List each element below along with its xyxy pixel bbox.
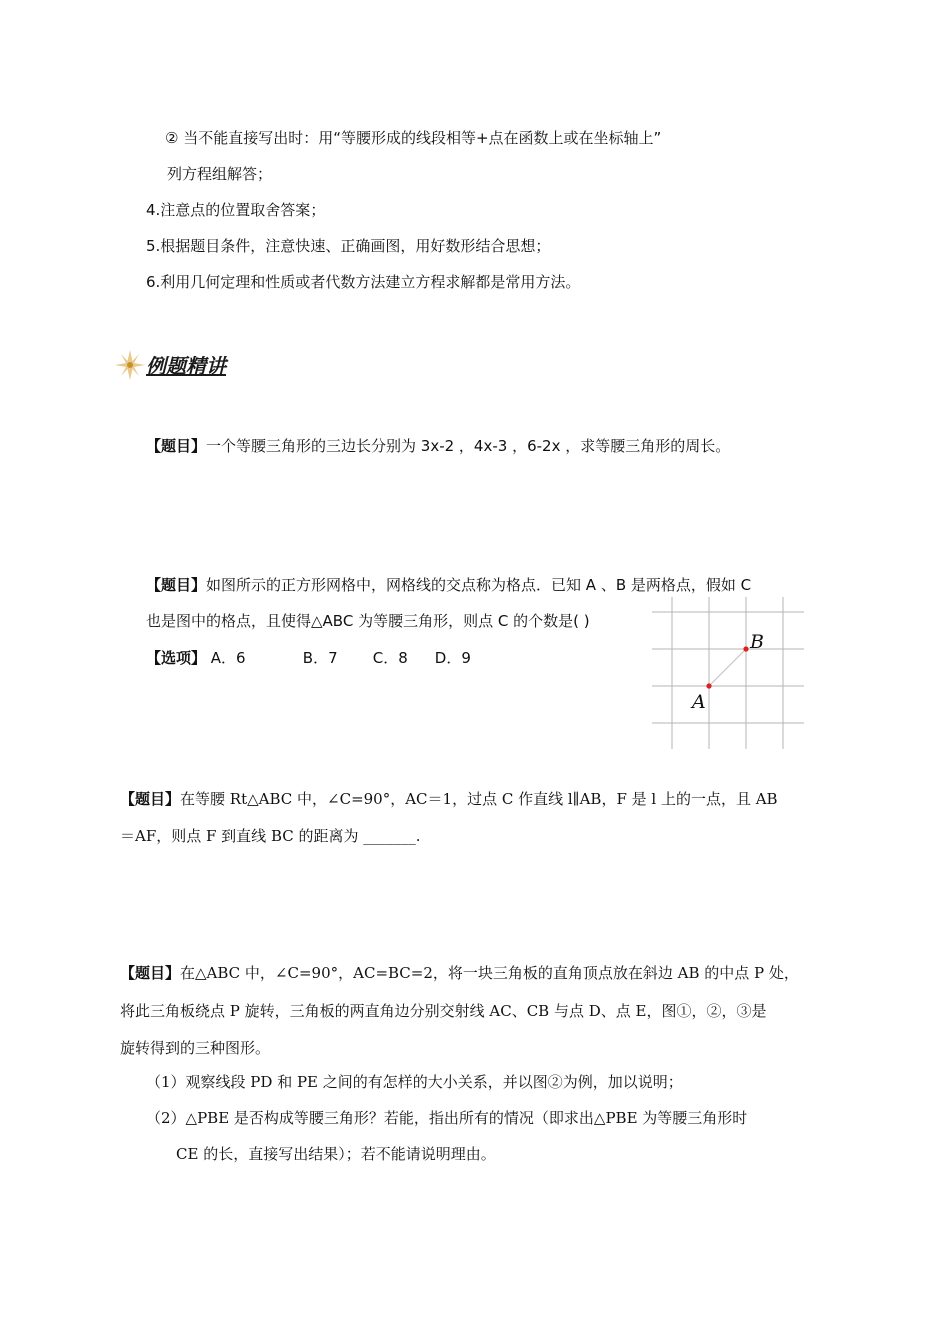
problem-1 <box>146 436 730 456</box>
problem-3-line-1 <box>120 789 778 809</box>
problem-2-options <box>146 648 471 668</box>
option-b: B．7 <box>302 649 338 667</box>
problem-4-question-2-line-1: （2）△PBE 是否构成等腰三角形？若能，指出所有的情况（即求出△PBE 为等腰三角形时 <box>146 1109 748 1127</box>
problem-2-line-2: 也是图中的格点，且使得△ABC 为等腰三角形，则点 C 的个数是( ) <box>146 612 590 630</box>
option-c: C．8 <box>372 649 408 667</box>
problem-tag: 【题目】 <box>146 437 207 455</box>
point-b <box>743 646 748 651</box>
problem-tag: 【题目】 <box>120 964 181 982</box>
problem-4-question-1: （1）观察线段 PD 和 PE 之间的有怎样的大小关系，并以图②为例，加以说明； <box>146 1073 683 1091</box>
problem-4-line-1 <box>120 963 799 983</box>
point-a-label: A <box>692 691 706 713</box>
tip-item-4: 4.注意点的位置取舍答案； <box>146 201 326 219</box>
options-tag: 【选项】 <box>146 649 207 667</box>
problem-4-line-2: 将此三角板绕点 P 旋转，三角板的两直角边分别交射线 AC、CB 与点 D、点 E，图①，②，③是 <box>120 1002 767 1020</box>
problem-3-line-2: ＝AF，则点 F 到直线 BC 的距离为 _______. <box>120 827 421 845</box>
problem-text: 在等腰 Rt△ABC 中，∠C=90°，AC＝1，过点 C 作直线 l∥AB，F 是 l 上的一点，且 AB <box>180 790 778 808</box>
problem-text: 如图所示的正方形网格中，网格线的交点称为格点．已知 A 、B 是两格点，假如 C <box>206 576 752 594</box>
section-title: 例题精讲 <box>146 354 226 378</box>
square-grid-figure <box>652 597 804 749</box>
option-d: D．9 <box>434 649 471 667</box>
tip-item-2: ② 当不能直接写出时：用“等腰形成的线段相等+点在函数上或在坐标轴上” <box>165 129 662 147</box>
problem-4-line-3: 旋转得到的三种图形。 <box>120 1039 271 1057</box>
problem-text: 在△ABC 中，∠C=90°，AC=BC=2，将一块三角板的直角顶点放在斜边 AB 的中点 P 处， <box>180 964 799 982</box>
point-a <box>706 683 711 688</box>
problem-4-question-2-line-2: CE 的长，直接写出结果）；若不能请说明理由。 <box>176 1145 496 1163</box>
problem-tag: 【题目】 <box>120 790 181 808</box>
star-burst-icon <box>113 348 147 382</box>
problem-tag: 【题目】 <box>146 576 207 594</box>
tip-item-5: 5.根据题目条件，注意快速、正确画图，用好数形结合思想； <box>146 237 551 255</box>
point-b-label: B <box>750 631 764 653</box>
tip-item-2-continued: 列方程组解答； <box>167 165 273 183</box>
segment-ab <box>709 649 746 686</box>
option-a: A．6 <box>210 649 246 667</box>
problem-2-line-1 <box>146 575 751 595</box>
problem-text: 一个等腰三角形的三边长分别为 3x-2 ，4x-3 ，6-2x ，求等腰三角形的周长。 <box>206 437 731 455</box>
tip-item-6: 6.利用几何定理和性质或者代数方法建立方程求解都是常用方法。 <box>146 273 581 291</box>
